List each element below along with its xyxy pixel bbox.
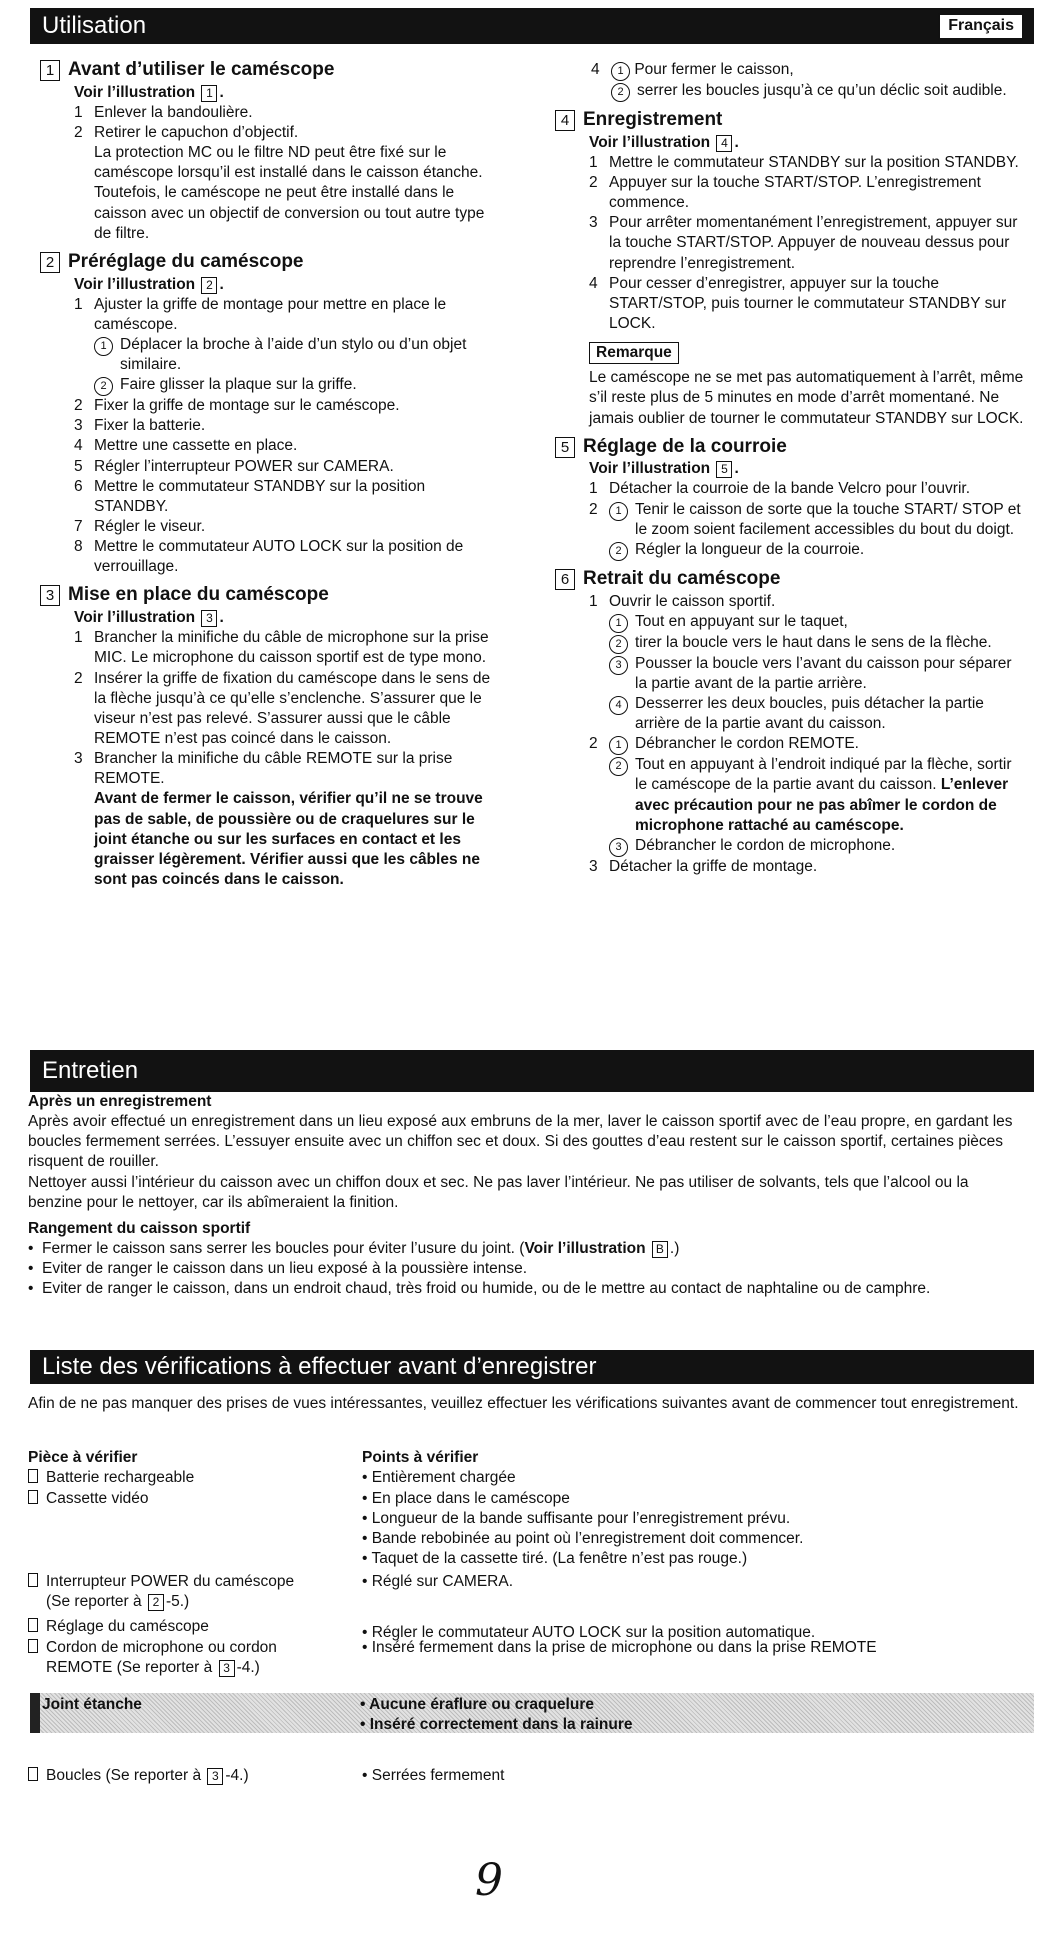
s6-substep-1-2: 2 tirer la boucle vers le haut dans le sens de la flèche. bbox=[555, 633, 1027, 654]
entretien-body bbox=[28, 1092, 1024, 1299]
right-column bbox=[555, 60, 1027, 877]
entretien-h1: Après un enregistrement bbox=[28, 1093, 212, 1110]
s3-step-4-sub-2: 2 serrer les boucles jusqu’à ce qu’un déclic soit audible. bbox=[555, 81, 1027, 102]
entretien-bullet-2: • Eviter de ranger le caisson dans un lieu exposé à la poussière intense. bbox=[28, 1260, 528, 1278]
row-cassette: Cassette vidéo • En place dans le caméscope • Longueur de la bande suffisante pour l’enregistrement prévu. • Bande rebobinée au point où l’enregistrement doit commencer. • Taquet de la cassette tiré. (La fenêtre n’est pas rouge.) bbox=[28, 1489, 1034, 1570]
checkbox-icon bbox=[28, 1639, 38, 1653]
section-5-number: 5 bbox=[555, 437, 575, 458]
left-column bbox=[40, 52, 495, 890]
s2-step-1: 1 Ajuster la griffe de montage pour mettre en place le caméscope. bbox=[74, 295, 447, 333]
section-3-title: Mise en place du caméscope bbox=[68, 584, 329, 606]
s2-step-7: 7 Régler le viseur. bbox=[74, 518, 206, 536]
section-3-voir: Voir l’illustration 3 . bbox=[74, 609, 224, 627]
entretien-bullet-1: • Fermer le caisson sans serrer les boucles pour éviter l’usure du joint. (Voir l’illustration B .) bbox=[28, 1239, 680, 1257]
s1-step-2: 2 Retirer le capuchon d’objectif. bbox=[74, 123, 299, 141]
section-5-voir: Voir l’illustration 5 . bbox=[589, 460, 739, 478]
entretien-bullet-3: • Eviter de ranger le caisson, dans un endroit chaud, très froid ou humide, ou de le mettre au contact de naphtaline ou de camphre. bbox=[28, 1280, 931, 1298]
liste-title: Liste des vérifications à effectuer avant d’enregistrer bbox=[42, 1353, 597, 1381]
checkbox-icon bbox=[28, 1469, 38, 1483]
section-1-number: 1 bbox=[40, 60, 60, 81]
section-3-number: 3 bbox=[40, 585, 60, 606]
s5-step-1: 1 Détacher la courroie de la bande Velcro pour l’ouvrir. bbox=[589, 480, 971, 498]
s1-note: La protection MC ou le filtre ND peut être fixé sur le caméscope lorsqu’il est installé dans le caisson étanche. Toutefois, le caméscope ne peut être installé dans le caisson avec un objectif de conversion ou tout autre type de filtre. bbox=[94, 144, 485, 242]
s4-step-2: 2 Appuyer sur la touche START/STOP. L’enregistrement commence. bbox=[589, 173, 981, 212]
s2-step-6: 6 Mettre le commutateur STANDBY sur la position STANDBY. bbox=[74, 477, 426, 515]
s3-warning: Avant de fermer le caisson, vérifier qu’il ne se trouve pas de sable, de poussière ou de craquelures sur le joint étanche ou sur les surfaces en contact et les graisser légèrement. Vérifier aussi que les câbles ne sont pas coincés dans le caisson. bbox=[94, 790, 483, 888]
section-6-number: 6 bbox=[555, 569, 575, 590]
s2-step-4: 4 Mettre une cassette en place. bbox=[74, 437, 298, 455]
section-4-title: Enregistrement bbox=[583, 109, 723, 130]
remarque-text: Le caméscope ne se met pas automatiquement à l’arrêt, même s’il reste plus de 5 minutes en mode d’arrêt momentané. Ne jamais oublier de tourner le commutateur STANDBY sur LOCK. bbox=[589, 369, 1024, 427]
s3-step-1: 1 Brancher la minifiche du câble de microphone sur la prise MIC. Le microphone du caisson sportif est de type mono. bbox=[74, 629, 489, 667]
liste-intro: Afin de ne pas manquer des prises de vues intéressantes, veuillez effectuer les vérifications suivantes avant de commencer tout enregistrement. bbox=[28, 1395, 1019, 1412]
s2-step-3: 3 Fixer la batterie. bbox=[74, 417, 206, 435]
s5-substep-2: 2 Régler la longueur de la courroie. bbox=[555, 540, 1027, 561]
section-4-heading bbox=[555, 108, 1027, 133]
entretien-header bbox=[30, 1050, 1034, 1092]
entretien-h2: Rangement du caisson sportif bbox=[28, 1219, 251, 1237]
s6-step-2: 2 1 Débrancher le cordon REMOTE. bbox=[555, 734, 1027, 755]
s2-step-5: 5 Régler l’interrupteur POWER sur CAMERA. bbox=[74, 457, 394, 475]
s2-step-2: 2 Fixer la griffe de montage sur le caméscope. bbox=[74, 397, 400, 415]
row-cordon: Cordon de microphone ou cordon REMOTE (Se reporter à 3 -4.) • Inséré fermement dans la prise de microphone ou dans la prise REMOTE bbox=[28, 1638, 1034, 1678]
section-2-title: Préréglage du caméscope bbox=[68, 250, 304, 272]
utilisation-title: Utilisation bbox=[42, 12, 147, 40]
s2-step-8: 8 Mettre le commutateur AUTO LOCK sur la position de verrouillage. bbox=[74, 538, 464, 576]
row-boucles: Boucles (Se reporter à 3 -4.) • Serrées fermement bbox=[28, 1766, 1034, 1786]
col2-header: Points à vérifier bbox=[362, 1449, 479, 1466]
language-badge: Français bbox=[938, 13, 1024, 40]
entretien-title: Entretien bbox=[42, 1057, 139, 1085]
s1-step-1: 1 Enlever la bandoulière. bbox=[74, 103, 253, 121]
s2-substep-1: 1 Déplacer la broche à l’aide d’un stylo ou d’un objet similaire. bbox=[40, 335, 495, 375]
section-2-number: 2 bbox=[40, 252, 60, 273]
section-1-heading bbox=[40, 58, 495, 83]
s6-substep-1-4: 4 Desserrer les deux boucles, puis détacher la partie arrière de la partie avant du caisson. bbox=[555, 694, 1027, 734]
row-reglage: Réglage du caméscope • Régler le commutateur AUTO LOCK sur la position automatique. bbox=[28, 1617, 1034, 1643]
s6-substep-2-3: 3 Débrancher le cordon de microphone. bbox=[555, 836, 1027, 857]
joint-row bbox=[30, 1693, 1034, 1733]
checkbox-icon bbox=[28, 1490, 38, 1504]
s6-step-1: 1 Ouvrir le caisson sportif. bbox=[589, 592, 776, 610]
s4-step-4: 4 Pour cesser d’enregistrer, appuyer sur la touche START/STOP, puis tourner le commutateur STANDBY sur LOCK. bbox=[589, 274, 1007, 332]
row-power: Interrupteur POWER du caméscope (Se reporter à 2 -5.) • Réglé sur CAMERA. bbox=[28, 1572, 1034, 1612]
liste-headers bbox=[28, 1448, 1034, 1468]
section-5-title: Réglage de la courroie bbox=[583, 435, 787, 457]
entretien-p1: Après avoir effectué un enregistrement dans un lieu exposé aux embruns de la mer, laver le caisson sportif avec de l’eau propre, en gardant les boucles fermement serrées. L’essuyer ensuite avec un chiffon sec et doux. Si des gouttes d’eau restent sur le caisson sportif, certaines pièces risquent de rouiller. bbox=[28, 1113, 1013, 1171]
liste-header bbox=[30, 1350, 1034, 1384]
checkbox-icon bbox=[28, 1618, 38, 1632]
s6-step-3: 3 Détacher la griffe de montage. bbox=[589, 857, 818, 875]
row-batterie: Batterie rechargeable • Entièrement chargée bbox=[28, 1468, 1034, 1488]
s6-substep-1-1: 1 Tout en appuyant sur le taquet, bbox=[555, 612, 1027, 633]
checkbox-icon bbox=[28, 1573, 38, 1587]
section-3-heading bbox=[40, 583, 495, 608]
page-number: 9 bbox=[475, 1855, 503, 1906]
s6-substep-2-2: 2 Tout en appuyant à l’endroit indiqué par la flèche, sortir le caméscope de la partie avant du caisson. L’enlever avec précaution pour ne pas abîmer le cordon de microphone rattaché au caméscope. bbox=[555, 755, 1027, 836]
section-5-heading bbox=[555, 435, 1027, 460]
s5-step-2: 2 1 Tenir le caisson de sorte que la touche START/ STOP et le zoom soient facilement accessibles du bout du doigt. bbox=[589, 500, 1021, 538]
section-2-heading bbox=[40, 250, 495, 275]
section-4-voir: Voir l’illustration 4 . bbox=[589, 133, 739, 151]
s3-step-3: 3 Brancher la minifiche du câble REMOTE sur la prise REMOTE. bbox=[74, 750, 453, 788]
section-4-number: 4 bbox=[555, 110, 575, 131]
remarque-label: Remarque bbox=[589, 342, 679, 364]
joint-points: • Aucune éraflure ou craquelure • Inséré correctement dans la rainure bbox=[360, 1696, 633, 1734]
s3-step-2: 2 Insérer la griffe de fixation du caméscope dans le sens de la flèche jusqu’à ce qu’elle s’enclenche. S’assurer que le viseur n’est pas relevé. S’assurer aussi que le câble REMOTE n’est pas coincé dans le caisson. bbox=[74, 669, 491, 747]
section-1-title: Avant d’utiliser le caméscope bbox=[68, 59, 335, 80]
s4-step-3: 3 Pour arrêter momentanément l’enregistrement, appuyer sur la touche START/STOP. Appuyer de nouveau dessus pour reprendre l’enregistrement. bbox=[589, 214, 1018, 272]
section-6-heading bbox=[555, 567, 1027, 592]
checkbox-icon bbox=[28, 1767, 38, 1781]
s2-substep-2: 2 Faire glisser la plaque sur la griffe. bbox=[40, 375, 495, 396]
col1-header: Pièce à vérifier bbox=[28, 1449, 138, 1466]
section-6-title: Retrait du caméscope bbox=[583, 567, 781, 589]
section-1-voir: Voir l’illustration 1 . bbox=[74, 83, 224, 101]
s3-step-4: 4 1 Pour fermer le caisson, bbox=[555, 60, 1027, 81]
s6-substep-1-3: 3 Pousser la boucle vers l’avant du caisson pour séparer la partie avant de la partie arrière. bbox=[555, 654, 1027, 694]
joint-label: Joint étanche bbox=[42, 1696, 142, 1713]
s4-step-1: 1 Mettre le commutateur STANDBY sur la position STANDBY. bbox=[589, 153, 1019, 171]
utilisation-header bbox=[30, 8, 1034, 44]
entretien-p2: Nettoyer aussi l’intérieur du caisson avec un chiffon doux et sec. Ne pas laver l’intérieur. Ne pas utiliser de solvants, tels que l’alcool ou la benzine pour le nettoyer, car ils abîmeraient la finition. bbox=[28, 1173, 969, 1211]
section-2-voir: Voir l’illustration 2 . bbox=[74, 275, 224, 293]
